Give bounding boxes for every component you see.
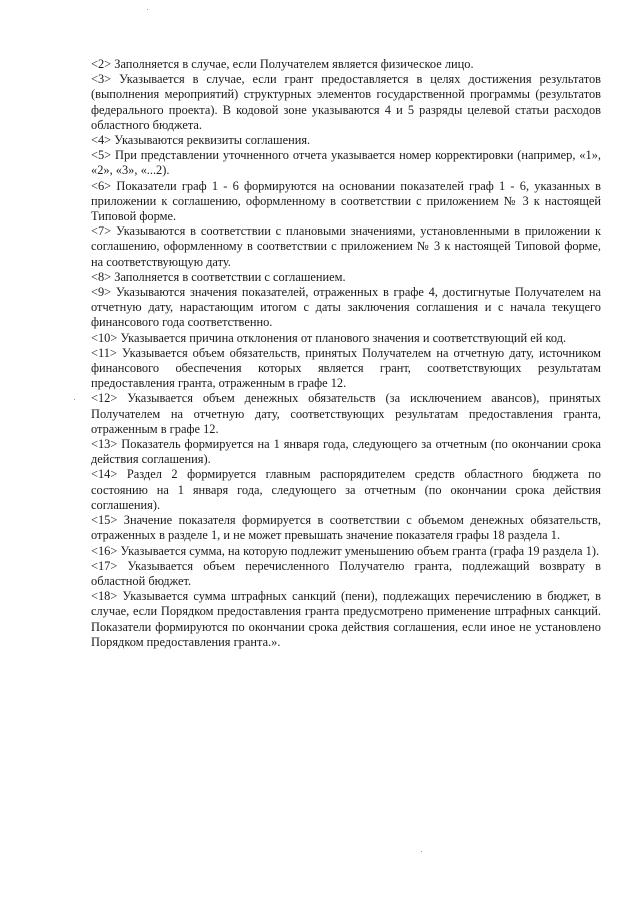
footnote-11: <11> Указывается объем обязательств, принятых Получателем на отчетную дату, источником финансового обеспечения которых является грант, соответствующих результатам предоставления гранта, отраженным в графе 12. [91, 345, 601, 391]
footnote-4: <4> Указываются реквизиты соглашения. [91, 133, 311, 148]
scan-speck [421, 851, 422, 852]
scan-speck [147, 9, 148, 10]
footnote-16: <16> Указывается сумма, на которую подлежит уменьшению объем гранта (графа 19 раздела 1). [91, 543, 600, 558]
footnotes-block [91, 57, 601, 650]
footnote-18: <18> Указывается сумма штрафных санкций (пени), подлежащих перечислению в бюджет, в случае, если Порядком предоставления гранта предусмотрено применение штрафных санкций. Показатели формируются по окончании срока действия соглашения, если иное не установлено Порядком предоставления гранта.». [91, 589, 601, 649]
footnote-6: <6> Показатели граф 1 - 6 формируются на основании показателей граф 1 - 6, указанных в приложении к соглашению, оформленному в соответствии с приложением № 3 к настоящей Типовой форме. [91, 178, 601, 224]
footnote-2: <2> Заполняется в случае, если Получателем является физическое лицо. [91, 57, 474, 71]
scan-speck [74, 399, 75, 400]
footnote-13: <13> Показатель формируется на 1 января года, следующего за отчетным (по окончании срока действия соглашения). [91, 437, 601, 467]
footnote-3: <3> Указывается в случае, если грант предоставляется в целях достижения результатов (выполнения мероприятий) структурных элементов государственной программы (результатов федерального проекта). В кодовой зоне указываются 4 и 5 разряды целевой статьи расходов областного бюджета. [91, 72, 601, 132]
footnote-14: <14> Раздел 2 формируется главным распорядителем средств областного бюджета по состоянию на 1 января года, следующего за отчетным (по окончании срока действия соглашения). [91, 467, 601, 512]
footnote-7: <7> Указываются в соответствии с плановыми значениями, установленными в приложении к соглашению, оформленному в соответствии с приложением № 3 к настоящей Типовой форме, на соответствующую дату. [91, 224, 601, 269]
footnote-8: <8> Заполняется в соответствии с соглашением. [91, 269, 346, 284]
footnote-12: <12> Указывается объем денежных обязательств (за исключением авансов), принятых Получателем на отчетную дату, соответствующих результатам предоставления гранта, отраженным в графе 12. [91, 391, 601, 436]
footnote-17: <17> Указывается объем перечисленного Получателю гранта, подлежащий возврату в областной бюджет. [91, 558, 601, 588]
footnote-15: <15> Значение показателя формируется в соответствии с объемом денежных обязательств, отраженных в разделе 1, и не может превышать значение показателя графы 18 раздела 1. [91, 513, 601, 543]
footnote-9: <9> Указываются значения показателей, отраженных в графе 4, достигнутые Получателем на отчетную дату, нарастающим итогом с даты заключения соглашения и с начала текущего финансового года соответственно. [91, 285, 601, 330]
footnote-5: <5> При представлении уточненного отчета указывается номер корректировки (например, «1», «2», «3», «...2). [91, 148, 601, 178]
footnote-10: <10> Указывается причина отклонения от планового значения и соответствующий ей код. [91, 330, 567, 345]
